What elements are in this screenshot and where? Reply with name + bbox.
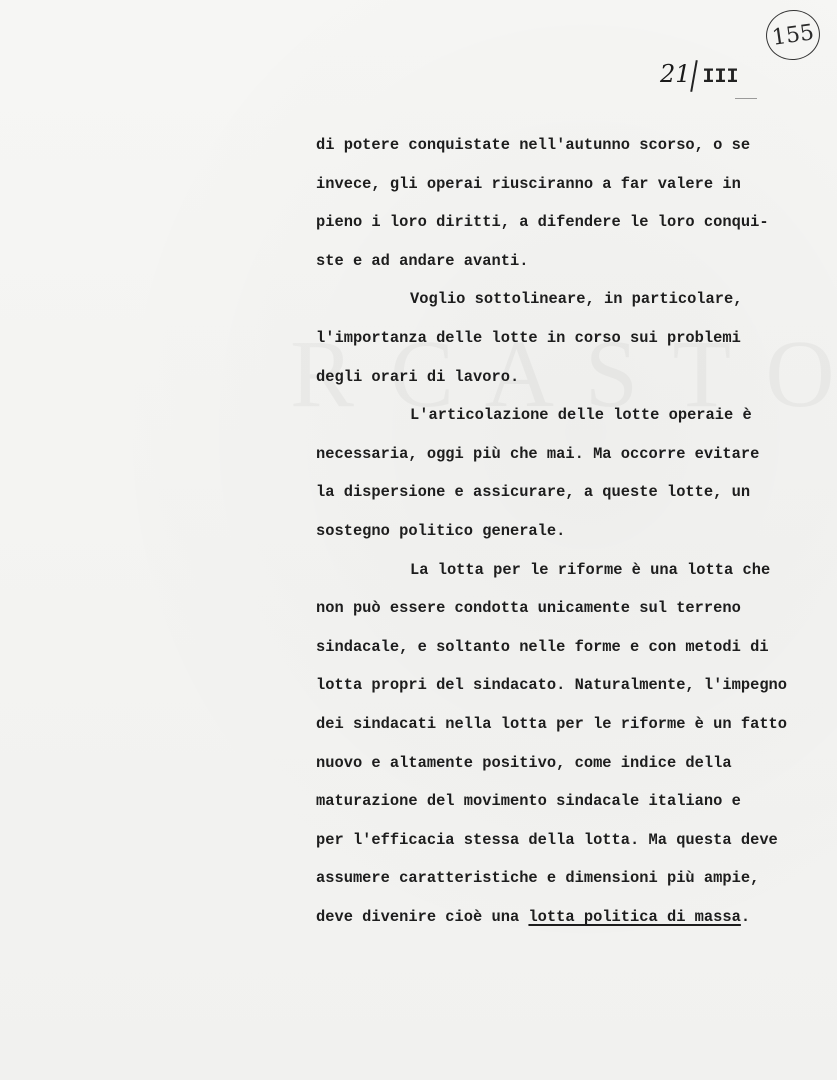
text-line-last <box>316 898 816 937</box>
text-line: lotta propri del sindacato. Naturalmente, l'impegno <box>316 676 788 695</box>
text-line: l'importanza delle lotte in corso sui problemi <box>316 328 741 347</box>
text-line-paragraph-start: Voglio sottolineare, in particolare, <box>410 290 743 309</box>
last-line-suffix: . <box>740 907 751 926</box>
text-line: non può essere condotta unicamente sul terreno <box>316 599 741 618</box>
text-line: degli orari di lavoro. <box>316 367 520 386</box>
text-line: necessaria, oggi più che mai. Ma occorre evitare <box>316 444 760 463</box>
text-line: assumere caratteristiche e dimensioni più ampie, <box>316 869 760 888</box>
text-line: sostegno politico generale. <box>316 521 566 540</box>
text-line-paragraph-start: L'articolazione delle lotte operaie è <box>410 406 752 425</box>
text-line: nuovo e altamente positivo, come indice della <box>316 753 732 772</box>
text-line: di potere conquistate nell'autunno scorso, o se <box>316 136 751 154</box>
page-ref-rule <box>735 98 757 99</box>
text-line: pieno i loro diritti, a difendere le loro conqui- <box>316 213 769 232</box>
text-line: dei sindacati nella lotta per le riforme è un fatto <box>316 714 788 733</box>
typed-body-text <box>316 126 816 936</box>
archive-number-stamp <box>763 6 823 63</box>
last-line-prefix: deve divenire cioè una <box>316 907 529 926</box>
text-line: invece, gli operai riusciranno a far valere in <box>316 174 741 193</box>
handwritten-page-number: 21 <box>660 60 691 88</box>
text-line: sindacale, e soltanto nelle forme e con metodi di <box>316 637 769 656</box>
typed-section-number: III <box>702 66 739 89</box>
page-reference <box>660 60 739 92</box>
archive-number: 155 <box>770 19 816 51</box>
text-line: ste e ad andare avanti. <box>316 251 529 270</box>
text-line-paragraph-start: La lotta per le riforme è una lotta che <box>410 560 771 579</box>
text-line: maturazione del movimento sindacale italiano e <box>316 792 741 811</box>
text-line: per l'efficacia stessa della lotta. Ma questa deve <box>316 830 778 849</box>
text-line: la dispersione e assicurare, a queste lotte, un <box>316 483 751 502</box>
underlined-phrase: lotta politica di massa <box>528 907 741 926</box>
